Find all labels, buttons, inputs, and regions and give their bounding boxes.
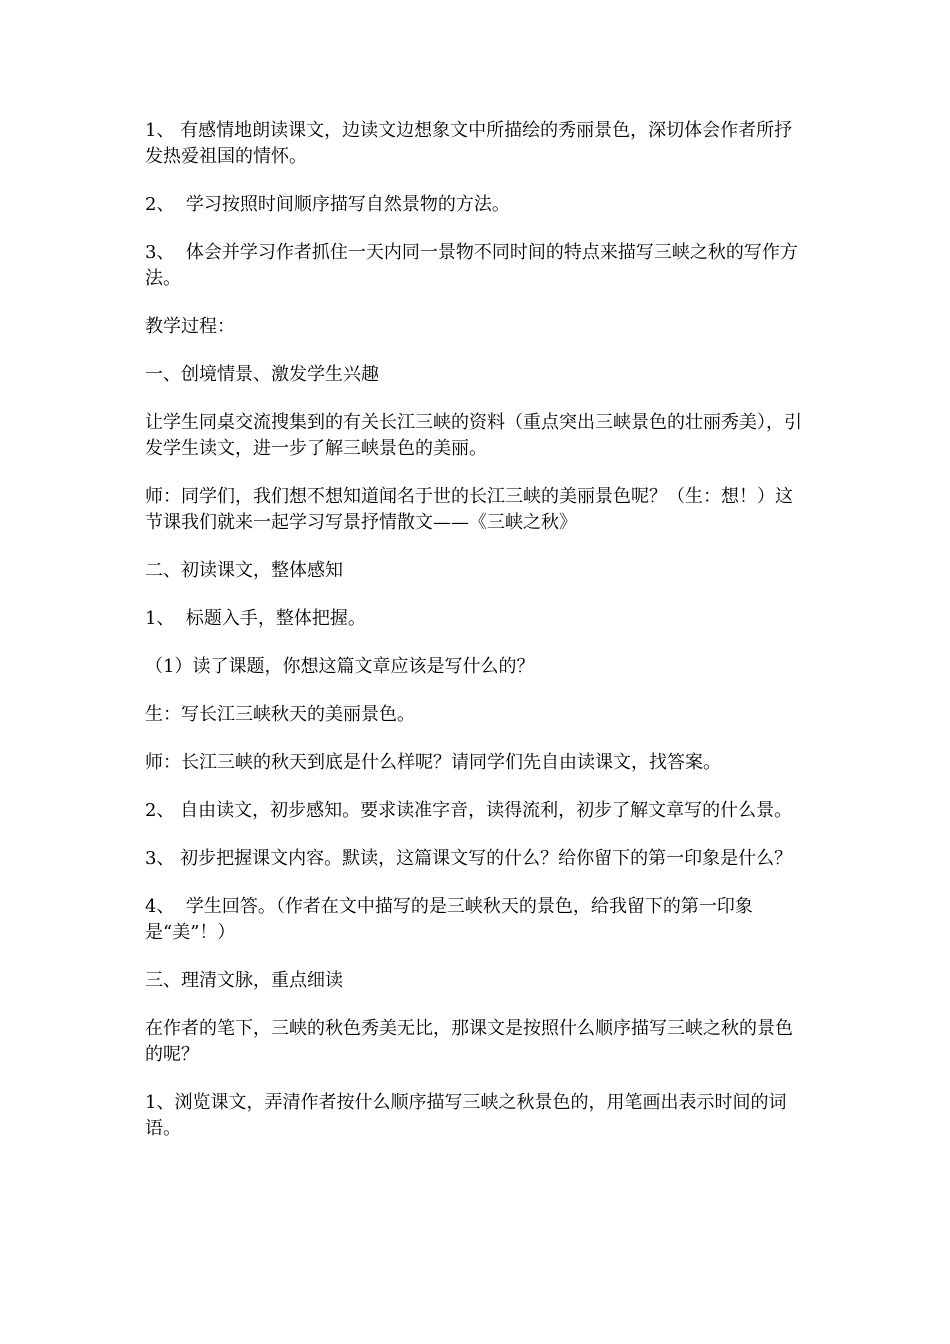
list-item: 1、浏览课文，弄清作者按什么顺序描写三峡之秋景色的，用笔画出表示时间的词语。 [145, 1092, 787, 1139]
objective-2: 2、 学习按照时间顺序描写自然景物的方法。 [145, 194, 510, 215]
list-item: 1、 标题入手，整体把握。 [145, 608, 366, 629]
paragraph: 师：长江三峡的秋天到底是什么样呢？请同学们先自由读课文，找答案。 [145, 752, 721, 773]
list-item: 3、 初步把握课文内容。默读，这篇课文写的什么？给你留下的第一印象是什么？ [145, 848, 793, 869]
section-heading-3: 三、理清文脉，重点细读 [145, 970, 343, 991]
paragraph: 让学生同桌交流搜集到的有关长江三峡的资料（重点突出三峡景色的壮丽秀美），引发学生读文，进一步了解三峡景色的美丽。 [145, 412, 802, 459]
objective-1: 1、 有感情地朗读课文，边读文边想象文中所描绘的秀丽景色，深切体会作者所抒发热爱祖国的情怀。 [145, 120, 793, 167]
paragraph: 师：同学们，我们想不想知道闻名于世的长江三峡的美丽景色呢？（生：想！）这节课我们就来一起学习写景抒情散文——《三峡之秋》 [145, 486, 793, 533]
list-item: （1）读了课题，你想这篇文章应该是写什么的？ [145, 656, 535, 677]
list-item: 2、 自由读文，初步感知。要求读准字音，读得流利，初步了解文章写的什么景。 [145, 800, 793, 821]
objective-3: 3、 体会并学习作者抓住一天内同一景物不同时间的特点来描写三峡之秋的写作方法。 [145, 242, 798, 289]
paragraph: 在作者的笔下，三峡的秋色秀美无比，那课文是按照什么顺序描写三峡之秋的景色的呢？ [145, 1018, 793, 1065]
section-heading-process: 教学过程： [145, 316, 235, 337]
section-heading-2: 二、初读课文，整体感知 [145, 560, 343, 581]
section-heading-1: 一、创境情景、激发学生兴趣 [145, 364, 379, 385]
paragraph: 生：写长江三峡秋天的美丽景色。 [145, 704, 415, 725]
list-item: 4、 学生回答。（作者在文中描写的是三峡秋天的景色，给我留下的第一印象是“美”！） [145, 896, 753, 943]
document-body [145, 118, 810, 1164]
